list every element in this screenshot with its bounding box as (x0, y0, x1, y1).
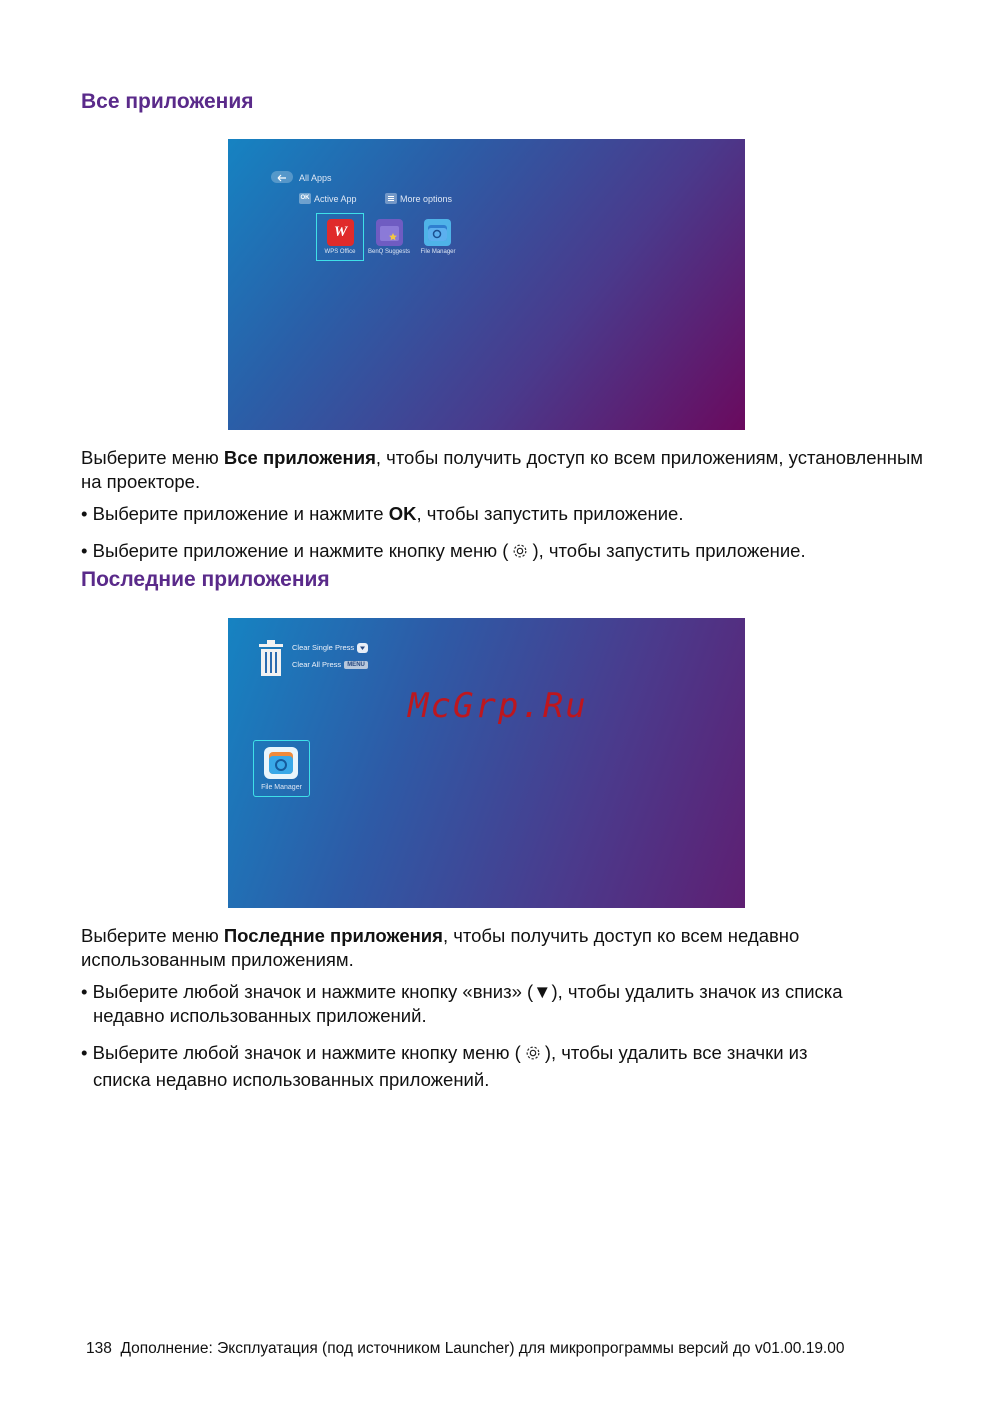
ok-key-icon: OK (299, 193, 311, 204)
menu-key-icon (385, 193, 397, 204)
app-label-file-manager: File Manager (420, 249, 456, 255)
app-label-benq: BenQ Suggests (367, 249, 411, 255)
recent-app-label: File Manager (261, 784, 302, 791)
section-heading-all-apps: Все приложения (81, 90, 254, 113)
gear-icon (524, 1044, 542, 1068)
back-icon (271, 171, 293, 183)
gear-icon (511, 542, 529, 566)
wps-office-icon[interactable]: W (327, 219, 354, 246)
menu-key-badge: MENU (344, 661, 368, 669)
bullet-down-remove: • Выберите любой значок и нажмите кнопку «вниз» (▼), чтобы удалить значок из списка недавно использованных приложений. (81, 981, 843, 1026)
recent-apps-screenshot (228, 618, 745, 908)
down-key-icon (357, 643, 368, 653)
app-label-wps: WPS Office (324, 249, 356, 255)
section-heading-recent-apps: Последние приложения (81, 568, 330, 591)
recent-apps-description: Выберите меню Последние приложения, чтобы получить доступ ко всем недавно использованным приложениям. (81, 925, 800, 970)
clear-single-row: Clear Single Press (292, 643, 368, 653)
page-number: 138 (86, 1340, 112, 1357)
bullet-menu-remove-all: • Выберите любой значок и нажмите кнопку меню ( ), чтобы удалить все значки из списка недавно использованных приложений. (81, 1042, 808, 1090)
all-apps-description: Выберите меню Все приложения, чтобы получить доступ ко всем приложениям, установленным на проекторе. (81, 447, 923, 492)
file-manager-icon[interactable] (264, 747, 298, 779)
bullet-menu-launch: • Выберите приложение и нажмите кнопку меню ( ), чтобы запустить приложение. (81, 539, 921, 566)
file-manager-icon[interactable] (424, 219, 451, 246)
trash-icon (258, 640, 284, 681)
active-app-label: Active App (314, 194, 357, 204)
watermark: McGrp.Ru (408, 686, 588, 726)
bullet-ok-launch: • Выберите приложение и нажмите OK, чтобы запустить приложение. (81, 503, 684, 524)
page-footer (86, 1340, 844, 1358)
footer-text: Дополнение: Эксплуатация (под источником Launcher) для микропрограммы версий до v01.00.19.00 (120, 1340, 845, 1357)
clear-all-row: Clear All Press MENU (292, 660, 368, 669)
all-apps-screenshot (228, 139, 745, 430)
more-options-label: More options (400, 194, 453, 204)
benq-suggests-icon[interactable] (376, 219, 403, 246)
all-apps-title: All Apps (299, 173, 332, 183)
